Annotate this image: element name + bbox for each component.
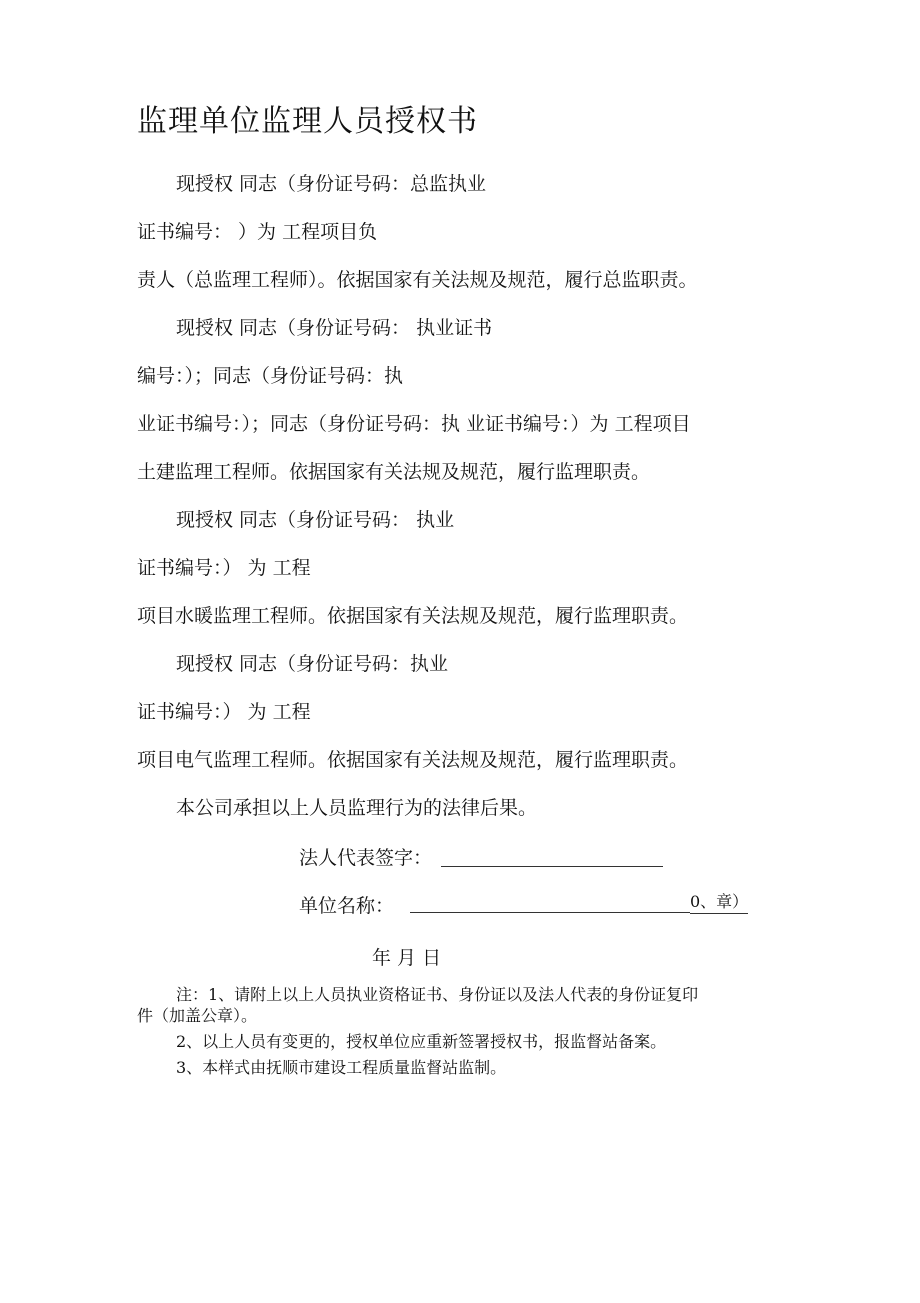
paragraph-line: 现授权 同志（身份证号码： 执业证书 [176, 317, 493, 339]
paragraph-line: 证书编号：） 为 工程 [137, 701, 311, 723]
paragraph-line: 项目电气监理工程师。依据国家有关法规及规范，履行监理职责。 [137, 749, 689, 771]
stamp-note: 0、章） [690, 892, 748, 914]
note-line: 注：1、请附上以上人员执业资格证书、身份证以及法人代表的身份证复印 [176, 985, 699, 1004]
paragraph-line: 本公司承担以上人员监理行为的法律后果。 [176, 797, 538, 819]
paragraph-line: 业证书编号：）；同志（身份证号码：执 业证书编号：）为 工程项目 [137, 413, 691, 435]
paragraph-line: 责人（总监理工程师）。依据国家有关法规及规范，履行总监职责。 [137, 269, 698, 291]
date-line: 年 月 日 [372, 947, 442, 969]
unit-name-label: 单位名称： [299, 895, 395, 917]
paragraph-line: 项目水暖监理工程师。依据国家有关法规及规范，履行监理职责。 [137, 605, 689, 627]
paragraph-line: 证书编号：） 为 工程 [137, 557, 311, 579]
unit-name-line [410, 912, 690, 913]
paragraph-line: 现授权 同志（身份证号码： 执业 [176, 509, 455, 531]
document-title: 监理单位监理人员授权书 [137, 104, 478, 139]
paragraph-line: 现授权 同志（身份证号码：总监执业 [176, 173, 487, 195]
note-line: 3、本样式由抚顺市建设工程质量监督站监制。 [176, 1058, 507, 1077]
paragraph-line: 编号：）；同志（身份证号码：执 [137, 365, 404, 387]
paragraph-line: 现授权 同志（身份证号码：执业 [176, 653, 449, 675]
note-line: 件（加盖公章）。 [137, 1006, 258, 1025]
legal-rep-signature-line [441, 866, 663, 867]
paragraph-line: 土建监理工程师。依据国家有关法规及规范，履行监理职责。 [137, 461, 651, 483]
paragraph-line: 证书编号： ）为 工程项目负 [137, 221, 378, 243]
note-line: 2、以上人员有变更的，授权单位应重新签署授权书，报监督站备案。 [176, 1032, 667, 1051]
legal-rep-label: 法人代表签字： [299, 847, 433, 869]
